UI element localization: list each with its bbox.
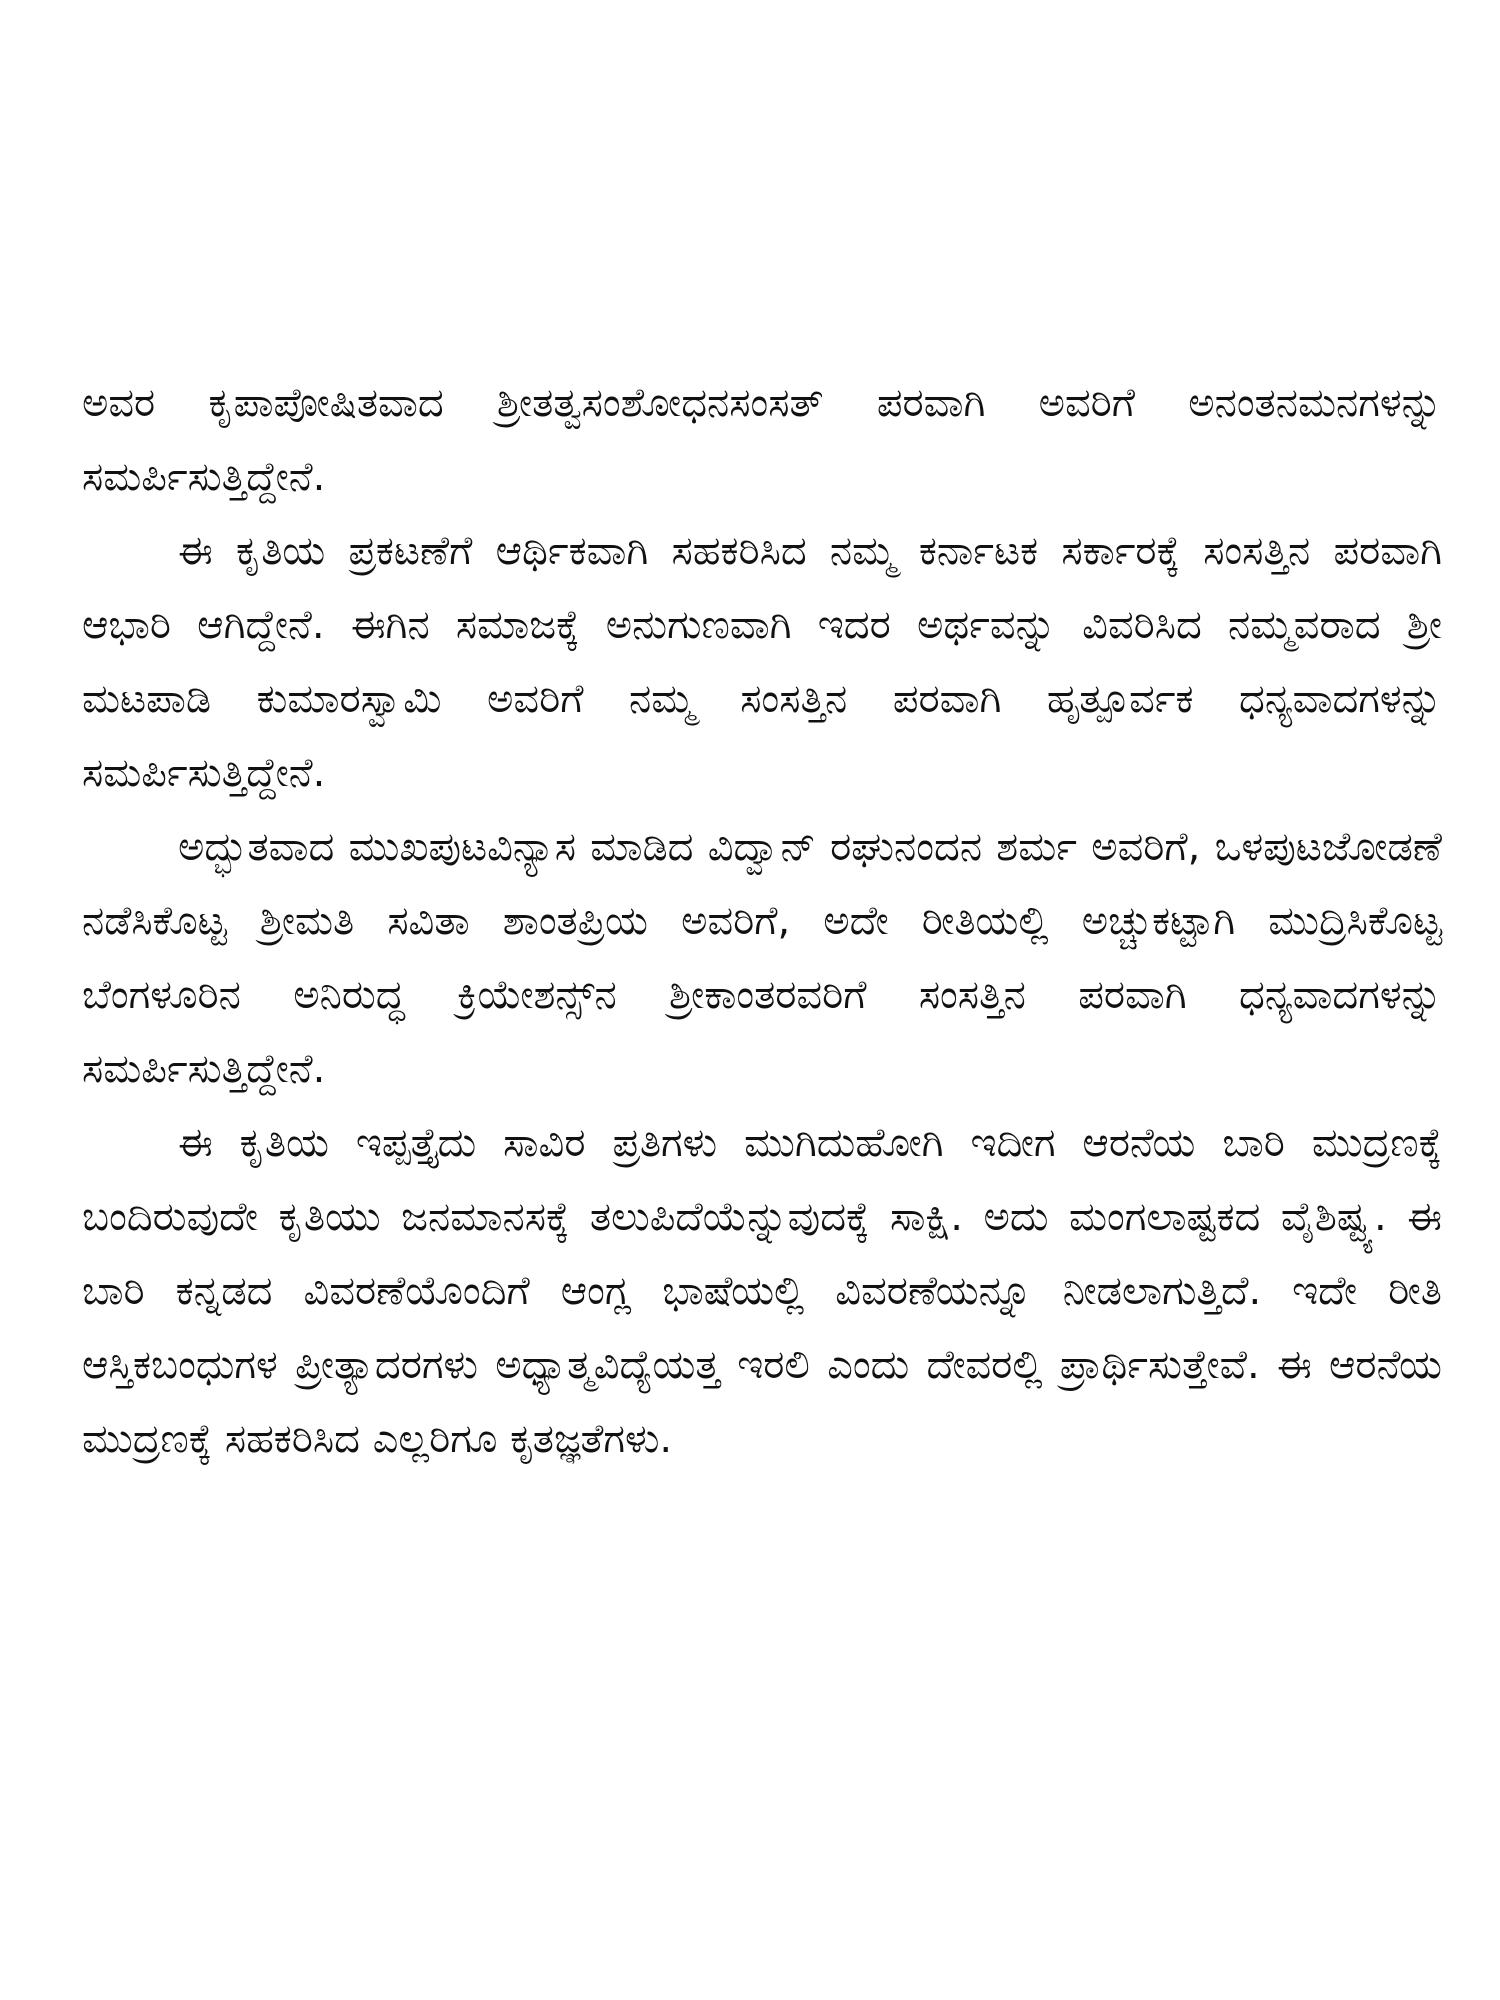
paragraph-1: ಅವರ ಕೃಪಾಪೋಷಿತವಾದ ಶ್ರೀತತ್ವಸಂಶೋಧನಸಂಸತ್ ಪರವಾಗಿ ಅವರಿಗೆ ಅನಂತನಮನಗಳನ್ನು ಸಮರ್ಪಿಸುತ್ತಿದ್ದೇನೆ. xyxy=(82,380,1442,500)
body-text xyxy=(82,366,1442,1476)
paragraph-2: ಈ ಕೃತಿಯ ಪ್ರಕಟಣೆಗೆ ಆರ್ಥಿಕವಾಗಿ ಸಹಕರಿಸಿದ ನಮ್ಮ ಕರ್ನಾಟಕ ಸರ್ಕಾರಕ್ಕೆ ಸಂಸತ್ತಿನ ಪರವಾಗಿ ಆಭಾರಿ ಆಗಿದ್ದೇನೆ. ಈಗಿನ ಸಮಾಜಕ್ಕೆ ಅನುಗುಣವಾಗಿ ಇದರ ಅರ್ಥವನ್ನು ವಿವರಿಸಿದ ನಮ್ಮವರಾದ ಶ್ರೀ ಮಟಪಾಡಿ ಕುಮಾರಸ್ವಾಮಿ ಅವರಿಗೆ ನಮ್ಮ ಸಂಸತ್ತಿನ ಪರವಾಗಿ ಹೃತ್ಪೂರ್ವಕ ಧನ್ಯವಾದಗಳನ್ನು ಸಮರ್ಪಿಸುತ್ತಿದ್ದೇನೆ. xyxy=(82,528,1442,796)
paragraph-3: ಅದ್ಭುತವಾದ ಮುಖಪುಟವಿನ್ಯಾಸ ಮಾಡಿದ ವಿದ್ವಾನ್ ರಘುನಂದನ ಶರ್ಮ ಅವರಿಗೆ, ಒಳಪುಟಜೋಡಣೆ ನಡೆಸಿಕೊಟ್ಟ ಶ್ರೀಮತಿ ಸವಿತಾ ಶಾಂತಪ್ರಿಯ ಅವರಿಗೆ, ಅದೇ ರೀತಿಯಲ್ಲಿ ಅಚ್ಚುಕಟ್ಟಾಗಿ ಮುದ್ರಿಸಿಕೊಟ್ಟ ಬೆಂಗಳೂರಿನ ಅನಿರುದ್ಧ ಕ್ರಿಯೇಶನ್ಸ್‌ನ ಶ್ರೀಕಾಂತರವರಿಗೆ ಸಂಸತ್ತಿನ ಪರವಾಗಿ ಧನ್ಯವಾದಗಳನ್ನು ಸಮರ್ಪಿಸುತ್ತಿದ್ದೇನೆ. xyxy=(82,824,1442,1092)
paragraph-4: ಈ ಕೃತಿಯ ಇಪ್ಪತ್ತೈದು ಸಾವಿರ ಪ್ರತಿಗಳು ಮುಗಿದುಹೋಗಿ ಇದೀಗ ಆರನೆಯ ಬಾರಿ ಮುದ್ರಣಕ್ಕೆ ಬಂದಿರುವುದೇ ಕೃತಿಯು ಜನಮಾನಸಕ್ಕೆ ತಲುಪಿದೆಯೆನ್ನುವುದಕ್ಕೆ ಸಾಕ್ಷಿ. ಅದು ಮಂಗಲಾಷ್ಟಕದ ವೈಶಿಷ್ಟ್ಯ. ಈ ಬಾರಿ ಕನ್ನಡದ ವಿವರಣೆಯೊಂದಿಗೆ ಆಂಗ್ಲ ಭಾಷೆಯಲ್ಲಿ ವಿವರಣೆಯನ್ನೂ ನೀಡಲಾಗುತ್ತಿದೆ. ಇದೇ ರೀತಿ ಆಸ್ತಿಕಬಂಧುಗಳ ಪ್ರೀತ್ಯಾದರಗಳು ಅಧ್ಯಾತ್ಮವಿದ್ಯೆಯತ್ತ ಇರಲಿ ಎಂದು ದೇವರಲ್ಲಿ ಪ್ರಾರ್ಥಿಸುತ್ತೇವೆ. ಈ ಆರನೆಯ ಮುದ್ರಣಕ್ಕೆ ಸಹಕರಿಸಿದ ಎಲ್ಲರಿಗೂ ಕೃತಜ್ಞತೆಗಳು. xyxy=(82,1120,1442,1462)
